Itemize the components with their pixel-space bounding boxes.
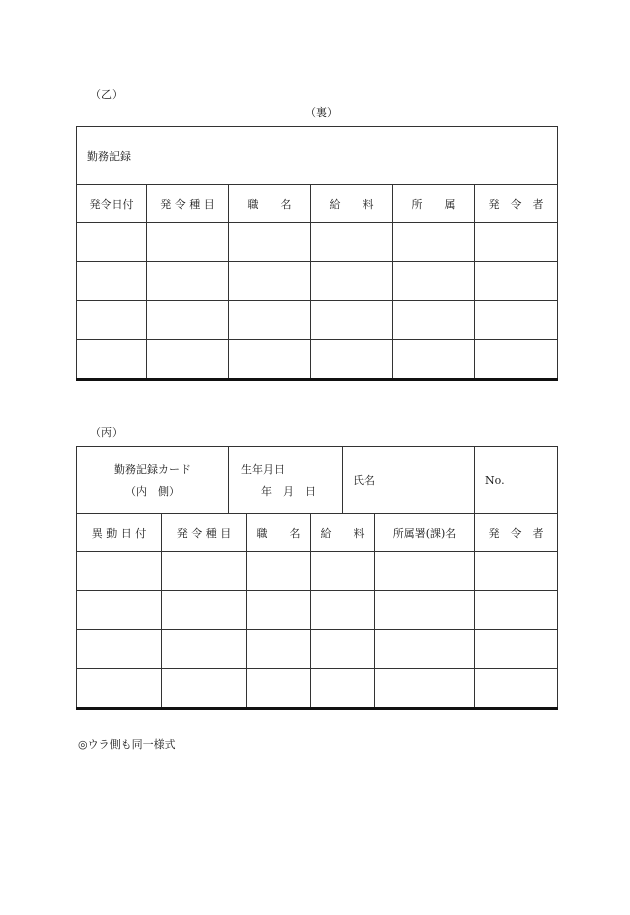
- department-cell[interactable]: [375, 552, 475, 591]
- col-header-date: 発令日付: [77, 185, 147, 223]
- salary-cell[interactable]: [311, 669, 375, 709]
- date-cell[interactable]: [77, 591, 162, 630]
- salary-cell[interactable]: [311, 340, 393, 380]
- department-cell[interactable]: [393, 301, 475, 340]
- salary-cell[interactable]: [311, 301, 393, 340]
- date-cell[interactable]: [77, 301, 147, 340]
- salary-cell[interactable]: [311, 591, 375, 630]
- issuer-cell[interactable]: [475, 340, 558, 380]
- col-header-department: 所 属: [393, 185, 475, 223]
- table-row: [77, 669, 558, 709]
- date-cell[interactable]: [77, 669, 162, 709]
- department-cell[interactable]: [375, 669, 475, 709]
- card-title-cell: [77, 447, 229, 514]
- col-header-type: 発 令 種 目: [147, 185, 229, 223]
- card-title: 勤務記録カード: [114, 463, 191, 476]
- section-b-label: （乙）: [90, 88, 123, 101]
- col-header-issuer: 発 令 者: [475, 514, 558, 552]
- title-cell[interactable]: [247, 552, 311, 591]
- col-header-type: 発 令 種 目: [162, 514, 247, 552]
- department-cell[interactable]: [393, 223, 475, 262]
- title-cell[interactable]: [229, 301, 311, 340]
- table-row: [77, 591, 558, 630]
- col-header-department: 所属署(課)名: [375, 514, 475, 552]
- col-header-title: 職 名: [247, 514, 311, 552]
- col-header-transfer-date: 異 動 日 付: [77, 514, 162, 552]
- type-cell[interactable]: [147, 340, 229, 380]
- title-cell[interactable]: [247, 669, 311, 709]
- work-record-card-table: [76, 446, 558, 710]
- type-cell[interactable]: [162, 591, 247, 630]
- col-header-title: 職 名: [229, 185, 311, 223]
- department-cell[interactable]: [393, 262, 475, 301]
- issuer-cell[interactable]: [475, 552, 558, 591]
- table-title: 勤務記録: [77, 127, 558, 185]
- department-cell[interactable]: [375, 630, 475, 669]
- type-cell[interactable]: [162, 630, 247, 669]
- type-cell[interactable]: [147, 262, 229, 301]
- table-row: [77, 301, 558, 340]
- table-row: [77, 630, 558, 669]
- department-cell[interactable]: [375, 591, 475, 630]
- issuer-cell[interactable]: [475, 669, 558, 709]
- section-c-label: （丙）: [90, 426, 123, 439]
- birth-date-format: 年 月 日: [261, 485, 316, 498]
- footnote: ◎ウラ側も同一様式: [78, 738, 176, 751]
- birth-date-cell[interactable]: [229, 447, 343, 514]
- issuer-cell[interactable]: [475, 630, 558, 669]
- issuer-cell[interactable]: [475, 223, 558, 262]
- number-cell[interactable]: [475, 447, 558, 514]
- title-cell[interactable]: [229, 223, 311, 262]
- salary-cell[interactable]: [311, 552, 375, 591]
- title-cell[interactable]: [247, 591, 311, 630]
- col-header-issuer: 発 令 者: [475, 185, 558, 223]
- table-row: [77, 340, 558, 380]
- back-side-label: （裏）: [305, 106, 338, 119]
- col-header-salary: 給 料: [311, 185, 393, 223]
- work-record-table: [76, 126, 558, 381]
- col-header-salary: 給 料: [311, 514, 375, 552]
- date-cell[interactable]: [77, 340, 147, 380]
- card-header-row: [77, 447, 558, 514]
- date-cell[interactable]: [77, 552, 162, 591]
- header-row: [77, 514, 558, 552]
- department-cell[interactable]: [393, 340, 475, 380]
- table-row: [77, 262, 558, 301]
- type-cell[interactable]: [162, 552, 247, 591]
- card-subtitle: （内 側）: [125, 485, 180, 498]
- issuer-cell[interactable]: [475, 591, 558, 630]
- header-row: [77, 185, 558, 223]
- table-row: [77, 223, 558, 262]
- table-row: [77, 552, 558, 591]
- salary-cell[interactable]: [311, 223, 393, 262]
- name-cell[interactable]: [343, 447, 475, 514]
- date-cell[interactable]: [77, 223, 147, 262]
- type-cell[interactable]: [162, 669, 247, 709]
- type-cell[interactable]: [147, 223, 229, 262]
- salary-cell[interactable]: [311, 630, 375, 669]
- issuer-cell[interactable]: [475, 262, 558, 301]
- name-label: 氏名: [353, 474, 376, 487]
- issuer-cell[interactable]: [475, 301, 558, 340]
- title-cell[interactable]: [229, 340, 311, 380]
- birth-date-label: 生年月日: [241, 463, 285, 476]
- number-label: No.: [485, 473, 505, 487]
- salary-cell[interactable]: [311, 262, 393, 301]
- title-cell[interactable]: [247, 630, 311, 669]
- title-cell[interactable]: [229, 262, 311, 301]
- date-cell[interactable]: [77, 630, 162, 669]
- date-cell[interactable]: [77, 262, 147, 301]
- type-cell[interactable]: [147, 301, 229, 340]
